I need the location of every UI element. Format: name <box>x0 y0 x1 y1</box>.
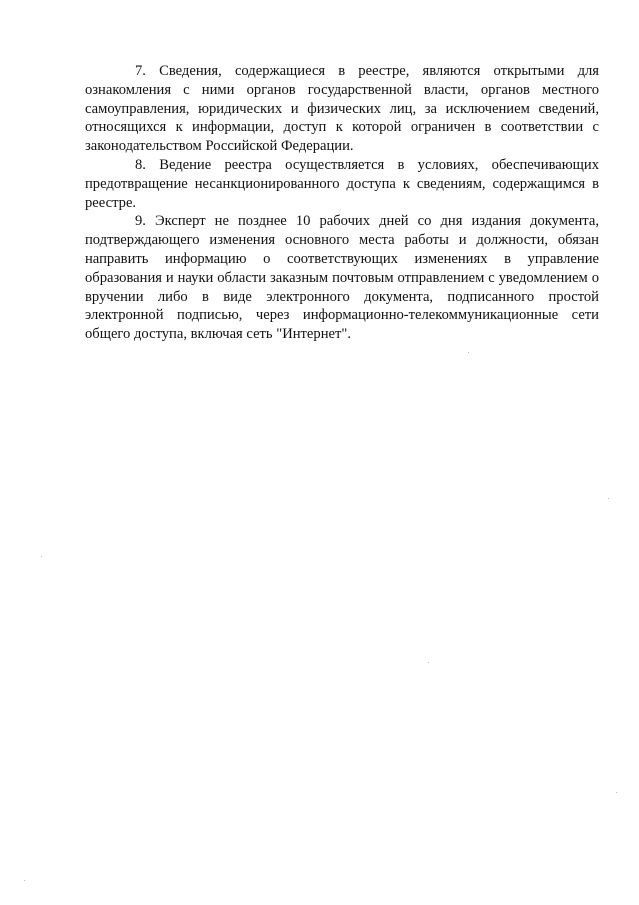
scan-speck <box>616 792 617 793</box>
document-body <box>85 62 599 344</box>
paragraph-8: 8. Ведение реестра осуществляется в условиях, обеспечивающих предотвращение несанкционированного доступа к сведениям, содержащимся в реестре. <box>85 156 599 211</box>
scan-speck <box>428 662 429 663</box>
scan-speck <box>468 352 469 353</box>
scan-speck <box>608 498 609 499</box>
paragraph-7: 7. Сведения, содержащиеся в реестре, являются открытыми для ознакомления с ними органов государственной власти, органов местного самоуправления, юридических и физических лиц, за исключением сведений, относящихся к информации, доступ к которой ограничен в соответствии с законодательством Российской Федерации. <box>85 63 599 155</box>
scan-speck <box>41 556 42 557</box>
paragraph-9: 9. Эксперт не позднее 10 рабочих дней со дня издания документа, подтверждающего изменения основного места работы и должности, обязан направить информацию о соответствующих изменениях в управление образования и науки области заказным почтовым отправлением с уведомлением о вручении либо в виде электронного документа, подписанного простой электронной подписью, через информационно-телекоммуникационные сети общего доступа, включая сеть "Интернет". <box>85 213 599 343</box>
scan-speck <box>24 880 25 881</box>
